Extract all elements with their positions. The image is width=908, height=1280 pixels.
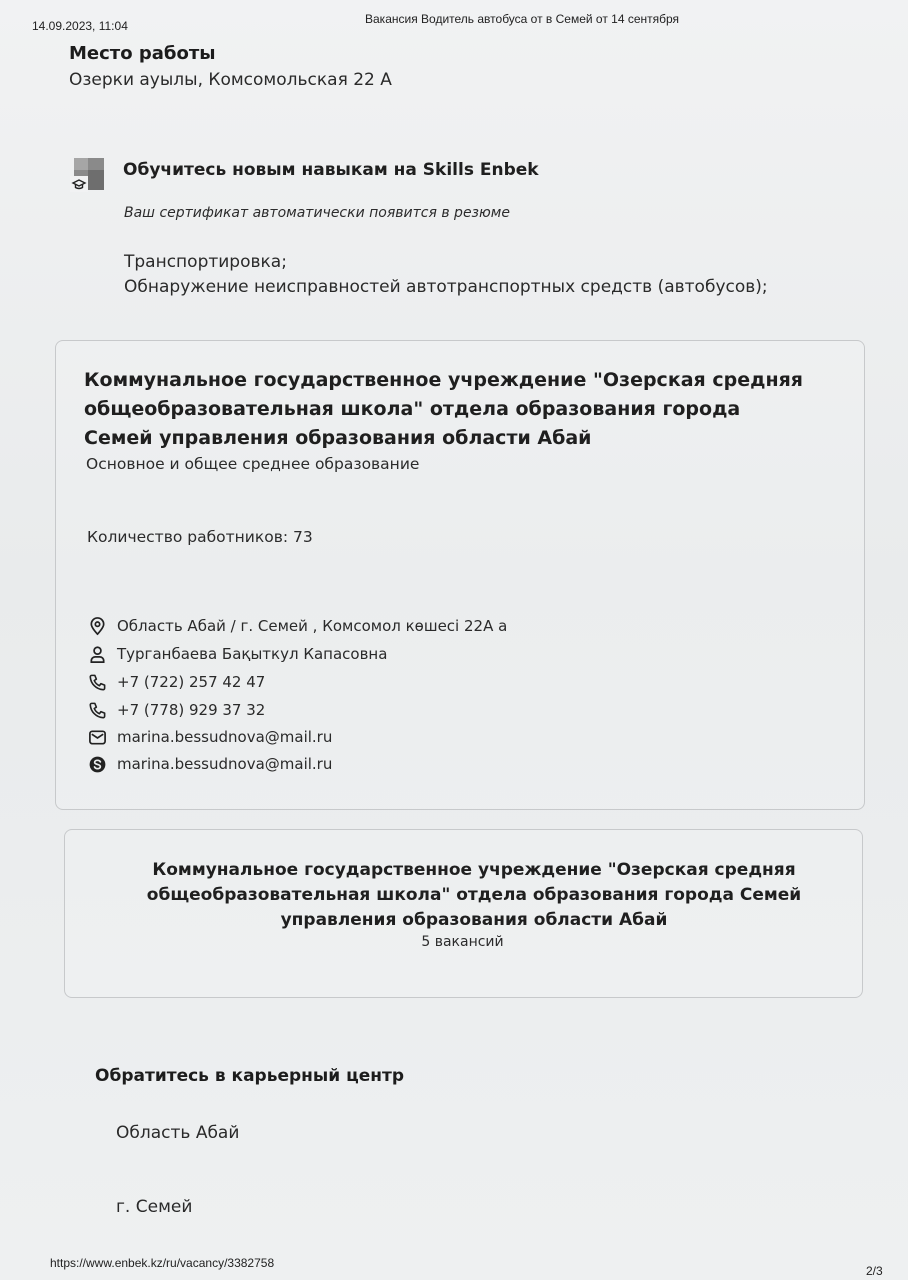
employer-industry: Основное и общее среднее образование bbox=[86, 455, 420, 473]
employer-employees: Количество работников: 73 bbox=[87, 528, 313, 546]
contact-address bbox=[88, 615, 507, 637]
contact-phone-text: +7 (778) 929 37 32 bbox=[117, 701, 266, 719]
skills-title[interactable] bbox=[123, 160, 539, 180]
contact-skype-text: marina.bessudnova@mail.ru bbox=[117, 755, 333, 773]
career-center-region[interactable]: Область Абай bbox=[116, 1123, 240, 1143]
skills-subtitle: Ваш сертификат автоматически появится в резюме bbox=[124, 205, 510, 221]
person-icon bbox=[88, 645, 107, 664]
print-page-number: 2/3 bbox=[866, 1264, 883, 1278]
workplace-address: Озерки ауылы, Комсомольская 22 А bbox=[69, 70, 392, 90]
career-center-heading: Обратитесь в карьерный центр bbox=[95, 1066, 405, 1086]
vacancies-employer-name[interactable]: Коммунальное государственное учреждение "Озерская средняя общеобразовательная школа" отдела образования города Семей управления образования области Абай bbox=[146, 860, 802, 930]
contact-person-text: Турганбаева Бақыткул Капасовна bbox=[117, 645, 388, 663]
mail-icon bbox=[88, 728, 107, 747]
phone-icon bbox=[88, 673, 107, 692]
contact-email-text: marina.bessudnova@mail.ru bbox=[117, 728, 333, 746]
contact-address-text: Область Абай / г. Семей , Комсомол көшесі 22А а bbox=[117, 617, 508, 635]
workplace-heading: Место работы bbox=[69, 43, 216, 64]
skills-item: Обнаружение неисправностей автотранспортных средств (автобусов); bbox=[124, 277, 768, 297]
skype-icon bbox=[88, 755, 107, 774]
contact-skype[interactable] bbox=[88, 753, 332, 775]
skills-item: Транспортировка; bbox=[124, 252, 287, 272]
location-pin-icon bbox=[88, 617, 107, 636]
contact-person bbox=[88, 643, 387, 665]
contact-phone[interactable] bbox=[88, 671, 265, 693]
employer-name[interactable]: Коммунальное государственное учреждение "Озерская средняя общеобразовательная школа" отдела образования города Семей управления образования области Абай bbox=[84, 369, 803, 449]
skills-title-prefix: Обучитесь новым навыкам на bbox=[123, 160, 417, 180]
print-doc-title: Вакансия Водитель автобуса от в Семей от 14 сентября bbox=[365, 12, 680, 26]
contact-phone-text: +7 (722) 257 42 47 bbox=[117, 673, 266, 691]
vacancies-count[interactable]: 5 вакансий bbox=[421, 934, 504, 950]
graduation-cap-icon bbox=[70, 156, 106, 192]
print-datetime: 14.09.2023, 11:04 bbox=[32, 19, 128, 33]
skills-title-brand: Skills Enbek bbox=[422, 160, 539, 180]
phone-icon bbox=[88, 701, 107, 720]
contact-email[interactable] bbox=[88, 726, 332, 748]
contact-phone[interactable] bbox=[88, 699, 265, 721]
career-center-city[interactable]: г. Семей bbox=[116, 1197, 193, 1217]
print-url: https://www.enbek.kz/ru/vacancy/3382758 bbox=[50, 1256, 275, 1270]
